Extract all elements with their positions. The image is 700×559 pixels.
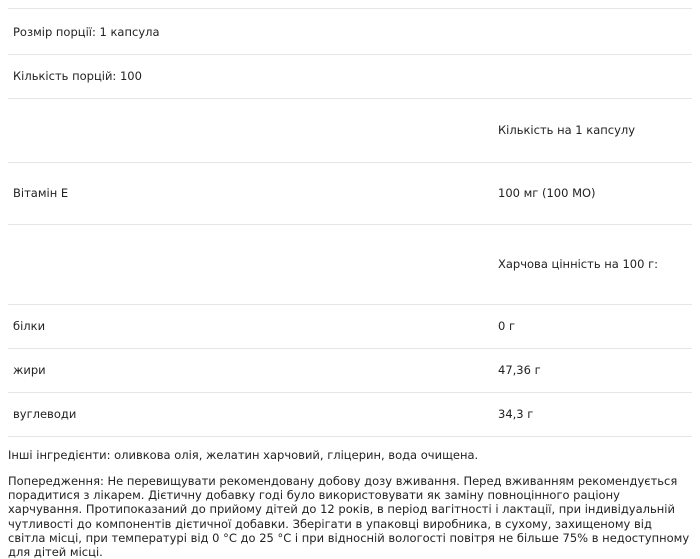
servings-count — [13, 69, 142, 83]
serving-size-row — [8, 8, 692, 55]
nutrition-header: Харчова цінність на 100 г: — [498, 257, 658, 271]
nutrient-row — [8, 349, 692, 393]
per-capsule-header: Кількість на 1 капсулу — [498, 123, 636, 137]
nutrient-name: білки — [13, 319, 46, 333]
servings-count-value: 100 — [119, 69, 142, 83]
warning-text: Попередження: Не перевищувати рекомендовану добову дозу вживання. Перед вживанням рекомендується порадитися з лікарем. Дієтичну добавку годі було використовувати як заміну повноцінного раціону харчування. Протипоказаний до прийому дітей до 12 років, в період вагітності і лактації, при індивідуальній чутливості до компонентів дієтичної добавки. Зберігати в упаковці виробника, в сухому, захищеному від світла місці, при температурі від 0 °С до 25 °С і при відносній вологості повітря не більше 75% в недоступному для дітей місці. — [8, 474, 690, 559]
serving-size-label: Розмір порції: — [13, 25, 96, 39]
vitamin-row — [8, 163, 692, 225]
serving-size — [13, 25, 160, 39]
nutrient-name: вуглеводи — [13, 407, 77, 421]
nutrient-row — [8, 393, 692, 437]
nutrient-value: 0 г — [498, 319, 516, 333]
nutrient-value: 34,3 г — [498, 407, 534, 421]
other-ingredients: Інші інгредієнти: оливкова олія, желатин харчовий, гліцерин, вода очищена. — [8, 448, 479, 462]
vitamin-value: 100 мг (100 МО) — [498, 186, 596, 200]
per-capsule-header-row — [8, 99, 692, 163]
nutrient-row — [8, 305, 692, 349]
nutrition-header-row — [8, 225, 692, 305]
serving-size-value: 1 капсула — [99, 25, 160, 39]
nutrient-name: жири — [13, 363, 46, 377]
servings-count-row — [8, 54, 692, 99]
servings-count-label: Кількість порцій: — [13, 69, 117, 83]
vitamin-name: Вітамін Е — [13, 186, 69, 200]
nutrient-value: 47,36 г — [498, 363, 541, 377]
